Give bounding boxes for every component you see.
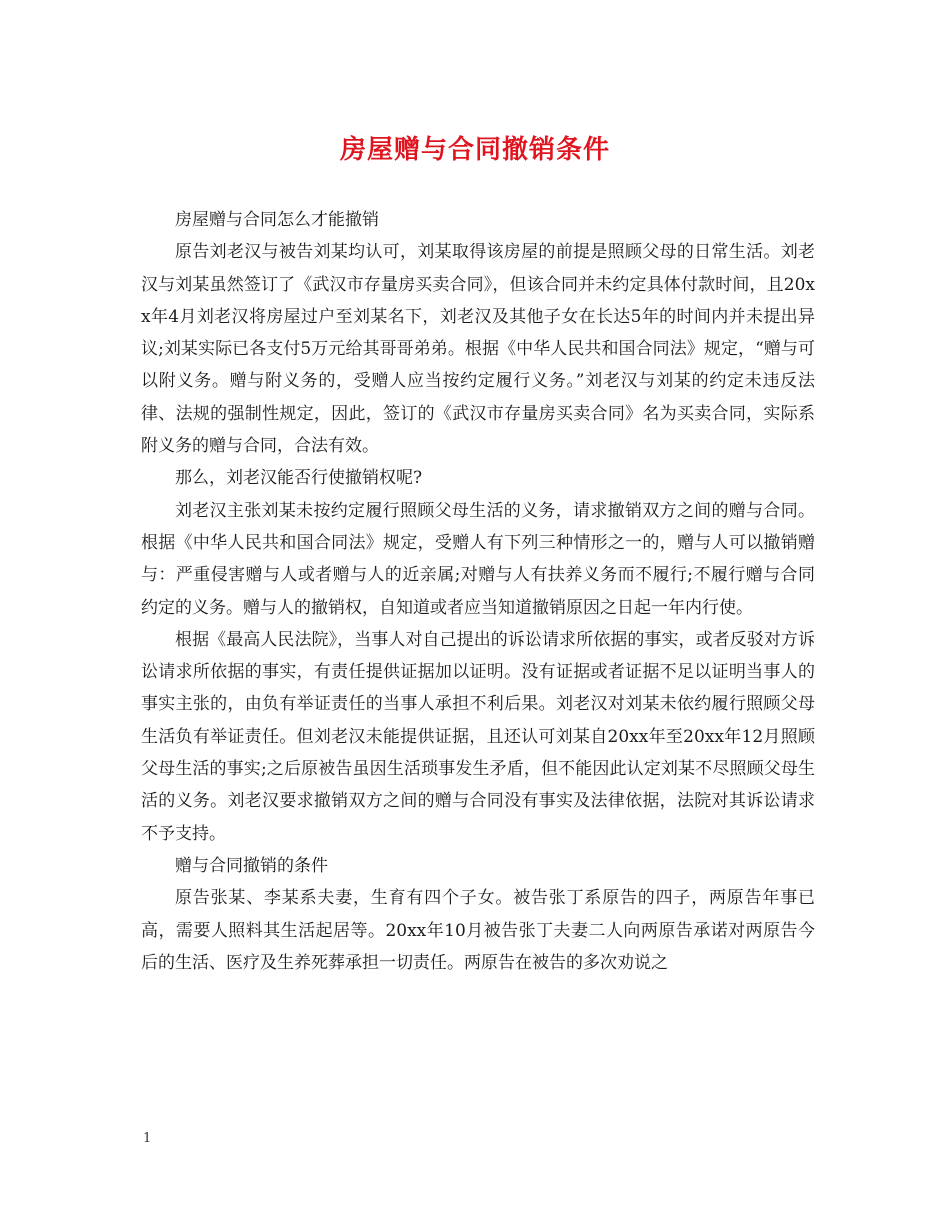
- document-body: [141, 204, 815, 979]
- paragraph-subheading: 房屋赠与合同怎么才能撤销: [175, 210, 379, 230]
- paragraph-question: 那么，刘老汉能否行使撤销权呢?: [175, 468, 423, 489]
- document-title: 房屋赠与合同撤销条件: [339, 135, 610, 165]
- paragraph: 原告张某、李某系夫妻，生育有四个子女。被告张丁系原告的四子，两原告年事已高，需要人照料其生活起居等。20xx年10月被告张丁夫妻二人向两原告承诺对两原告今后的生活、医疗及生养死葬承担一切责任。两原告在被告的多次劝说之: [141, 888, 815, 973]
- paragraph: 原告刘老汉与被告刘某均认可，刘某取得该房屋的前提是照顾父母的日常生活。刘老汉与刘某虽然签订了《武汉市存量房买卖合同》，但该合同并未约定具体付款时间，且20xx年4月刘老汉将房屋过户至刘某名下，刘老汉及其他子女在长达5年的时间内并未提出异议;刘某实际已各支付5万元给其哥哥弟弟。根据《中华人民共和国合同法》规定，“赠与可以附义务。赠与附义务的，受赠人应当按约定履行义务。”刘老汉与刘某的约定未违反法律、法规的强制性规定，因此，签订的《武汉市存量房买卖合同》名为买卖合同，实际系附义务的赠与合同，合法有效。: [141, 242, 815, 457]
- page-number: 1: [143, 1131, 152, 1146]
- paragraph: 根据《最高人民法院》，当事人对自己提出的诉讼请求所依据的事实，或者反驳对方诉讼请求所依据的事实，有责任提供证据加以证明。没有证据或者证据不足以证明当事人的事实主张的，由负有举证责任的当事人承担不利后果。刘老汉对刘某未依约履行照顾父母生活负有举证责任。但刘老汉未能提供证据，且还认可刘某自20xx年至20xx年12月照顾父母生活的事实;之后原被告虽因生活琐事发生矛盾，但不能因此认定刘某不尽照顾父母生活的义务。刘老汉要求撤销双方之间的赠与合同没有事实及法律依据，法院对其诉讼请求不予支持。: [141, 629, 815, 844]
- paragraph-subheading: 赠与合同撤销的条件: [175, 855, 328, 876]
- paragraph: 刘老汉主张刘某未按约定履行照顾父母生活的义务，请求撤销双方之间的赠与合同。根据《中华人民共和国合同法》规定，受赠人有下列三种情形之一的，赠与人可以撤销赠与：严重侵害赠与人或者赠与人的近亲属;对赠与人有扶养义务而不履行;不履行赠与合同约定的义务。赠与人的撤销权，自知道或者应当知道撤销原因之日起一年内行使。: [141, 500, 815, 618]
